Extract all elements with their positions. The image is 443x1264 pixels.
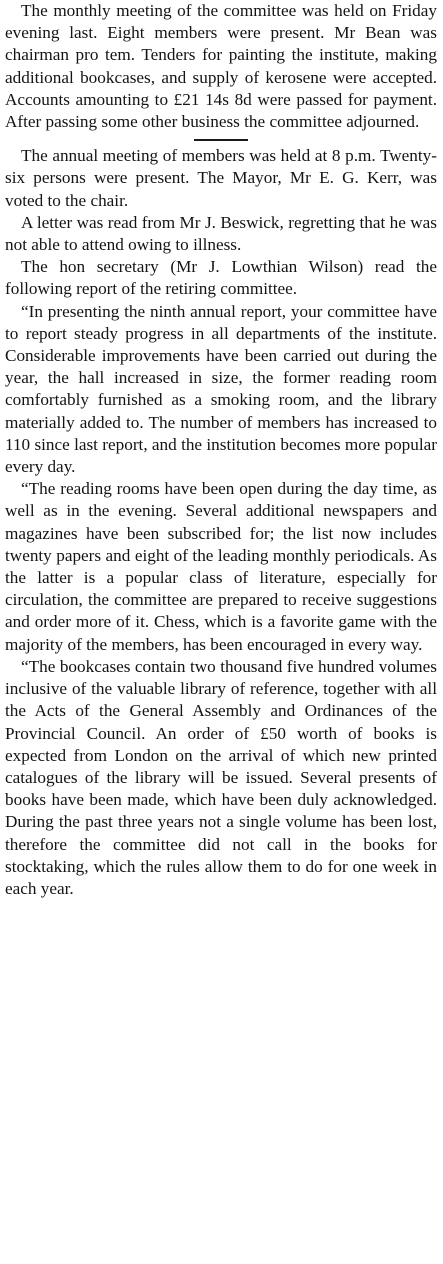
paragraph-annual-meeting: The annual meeting of members was held at 8 p.m. Twenty-six persons were present. The Mayor, Mr E. G. Kerr, was voted to the chair.: [5, 146, 437, 210]
paragraph-secretary-report: The hon secretary (Mr J. Lowthian Wilson) read the following report of the retiring committee.: [5, 257, 437, 299]
paragraph-report-progress: “In presenting the ninth annual report, your committee have to report steady progress in all departments of the institute. Considerable improvements have been carried out during the year, the hall increased in size, the former reading room comfortably furnished as a smoking room, and the library materially added to. The number of members has increased to 110 since last report, and the institution becomes more popular every day.: [5, 301, 437, 477]
paragraph-beswick-letter: A letter was read from Mr J. Beswick, regretting that he was not able to attend owing to illness.: [5, 212, 437, 255]
paragraph-bookcases: “The bookcases contain two thousand five hundred volumes inclusive of the valuable library of reference, together with all the Acts of the General Assembly and Ordinances of the Provincial Council. An order of £50 worth of books is expected from London on the arrival of which new printed catalogues of the library will be issued. Several presents of books have been made, which have been duly acknowledged. During the past three years not a single volume has been lost, therefore the committee did not call in the books for stocktaking, which the rules allow them to do for one week in each year.: [5, 656, 437, 898]
section-divider: [194, 139, 248, 141]
paragraph-reading-rooms: “The reading rooms have been open during the day time, as well as in the evening. Several additional newspapers and magazines have been subscribed for; the list now includes twenty papers and eight of the leading monthly periodicals. As the latter is a popular class of literature, especially for circulation, the committee are prepared to receive suggestions and order more of it. Chess, which is a favorite game with the majority of the members, has been encouraged in every way.: [5, 479, 437, 654]
paragraph-monthly-meeting: The monthly meeting of the committee was held on Friday evening last. Eight members were present. Mr Bean was chairman pro tem. Tenders for painting the institute, making additional bookcases, and supply of kerosene were accepted. Accounts amounting to £21 14s 8d were passed for payment. After passing some other business the committee adjourned.: [5, 1, 437, 132]
